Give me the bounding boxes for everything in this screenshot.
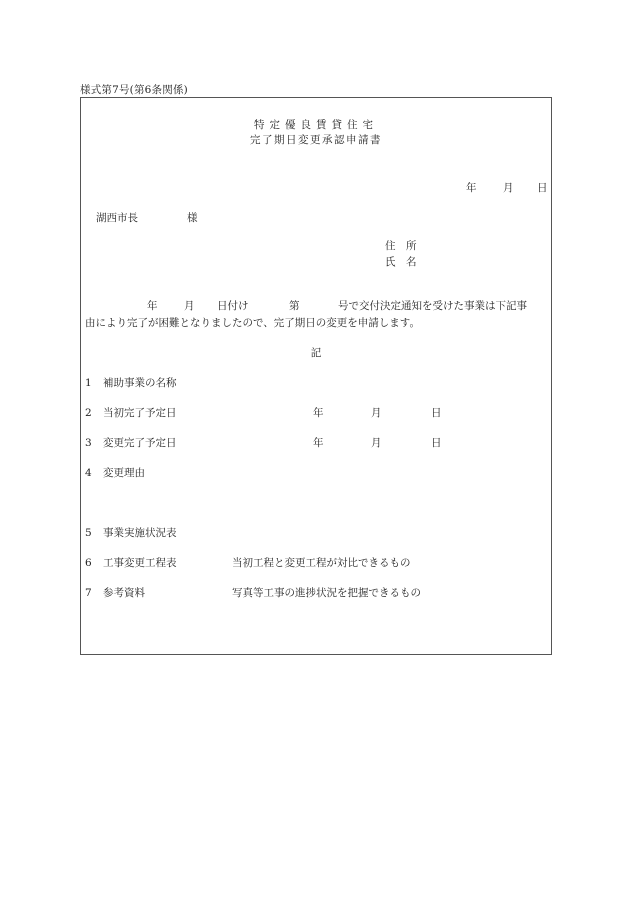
ki-heading: 記 (310, 347, 322, 359)
date-month: 月 (503, 182, 514, 194)
item-number: 6 (85, 557, 92, 569)
item-number: 1 (85, 377, 92, 389)
list-item (85, 555, 177, 570)
item-note: 写真等工事の進捗状況を把握できるもの (232, 587, 421, 599)
body-month: 月 (184, 300, 195, 312)
item-year: 年 (313, 437, 324, 449)
item-month: 月 (371, 407, 382, 419)
document-title-line2: 完了期日変更承認申請書 (250, 134, 382, 146)
body-text-line2: 由により完了が困難となりましたので、完了期日の変更を申請します。 (85, 317, 420, 329)
body-dai: 第 (289, 300, 300, 312)
item-label: 参考資料 (103, 587, 145, 599)
addressee-honorific: 様 (187, 212, 198, 224)
item-label: 変更完了予定日 (103, 437, 177, 449)
item-day: 日 (431, 407, 442, 419)
item-number: 7 (85, 587, 92, 599)
item-label: 補助事業の名称 (103, 377, 177, 389)
date-year: 年 (466, 182, 477, 194)
list-item (85, 585, 145, 600)
date-day: 日 (537, 182, 548, 194)
item-note: 当初工程と変更工程が対比できるもの (232, 557, 411, 569)
item-day: 日 (431, 437, 442, 449)
document-title-line1: 特定優良賃貸住宅 (254, 119, 378, 131)
name-label: 氏 名 (385, 256, 417, 268)
body-year: 年 (147, 300, 158, 312)
item-number: 3 (85, 437, 92, 449)
form-number: 様式第7号(第6条関係) (80, 84, 188, 96)
item-year: 年 (313, 407, 324, 419)
body-day-dated: 日付け (217, 300, 249, 312)
item-label: 事業実施状況表 (103, 527, 177, 539)
list-item (85, 465, 145, 480)
item-label: 当初完了予定日 (103, 407, 177, 419)
item-label: 工事変更工程表 (103, 557, 177, 569)
item-label: 変更理由 (103, 467, 145, 479)
item-number: 4 (85, 467, 92, 479)
addressee-name: 湖西市長 (96, 212, 138, 224)
list-item (85, 375, 177, 390)
list-item (85, 435, 177, 450)
item-number: 2 (85, 407, 92, 419)
item-number: 5 (85, 527, 92, 539)
address-label: 住 所 (385, 240, 417, 252)
list-item (85, 525, 177, 540)
body-text-line1: 号で交付決定通知を受けた事業は下記事 (338, 300, 527, 312)
item-month: 月 (371, 437, 382, 449)
form-frame (80, 97, 552, 655)
list-item (85, 405, 177, 420)
